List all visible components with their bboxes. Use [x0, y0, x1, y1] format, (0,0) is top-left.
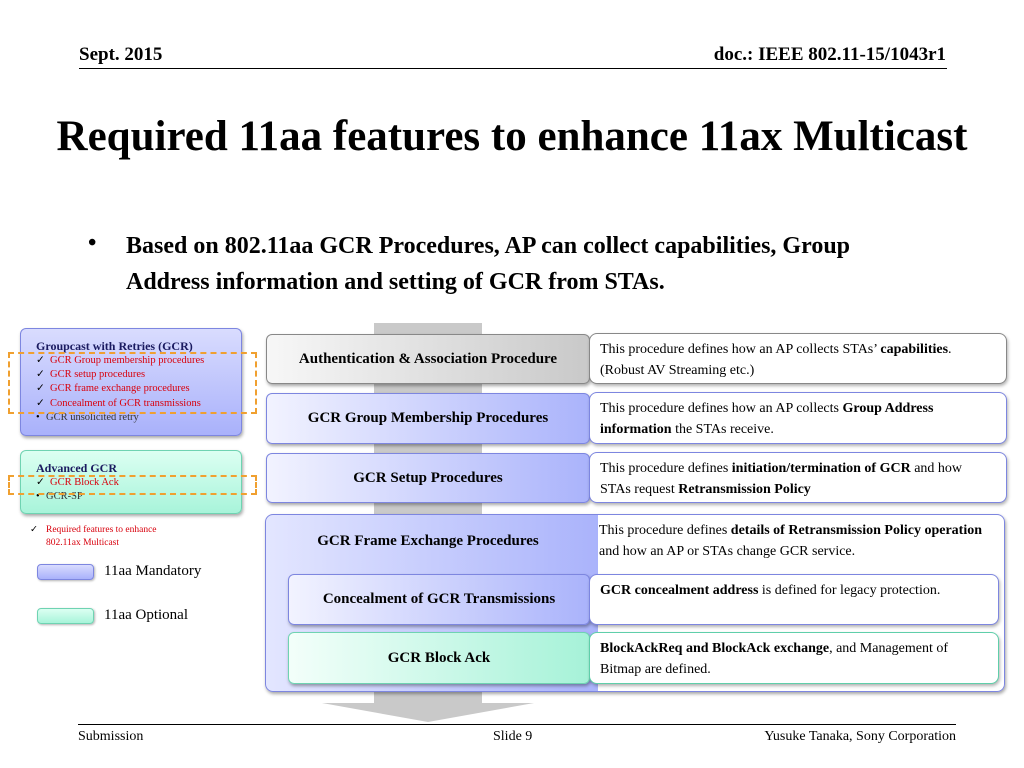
legend-mandatory-swatch [37, 564, 94, 580]
description-emphasis: Group Address information [600, 401, 934, 437]
description-emphasis: initiation/termination of GCR [731, 461, 911, 476]
description-text: This procedure defines how an AP collects STAs’ [600, 342, 881, 357]
description-text: the STAs receive. [671, 422, 774, 437]
procedure-authentication: Authentication & Association Procedure [266, 334, 590, 384]
description-text: . (Robust AV Streaming etc.) [600, 342, 952, 378]
check-icon: ✓ [36, 383, 45, 395]
procedure-description [589, 515, 1003, 566]
footer-rule [78, 724, 956, 725]
slide-title: Required 11aa features to enhance 11ax Multicast [56, 113, 968, 160]
gcr-box-title: Groupcast with Retries (GCR) [36, 339, 193, 353]
bullet-icon: • [36, 411, 40, 423]
footer-submission: Submission [78, 729, 144, 744]
advanced-box-title: Advanced GCR [36, 461, 118, 475]
procedure-frame-exchange: GCR Frame Exchange Procedures [317, 532, 539, 549]
procedure-concealment: Concealment of GCR Transmissions [288, 574, 590, 625]
description-emphasis: capabilities [880, 342, 949, 357]
required-highlight-dash [8, 475, 257, 495]
check-icon: ✓ [36, 477, 45, 488]
header-rule [79, 68, 947, 69]
gcr-item-label: Concealment of GCR transmissions [50, 397, 201, 409]
description-emphasis: GCR concealment address [600, 583, 759, 598]
advanced-item-label: GCR-SP [46, 491, 83, 503]
legend-optional-label: 11aa Optional [104, 607, 189, 623]
check-icon: ✓ [36, 369, 45, 381]
procedure-group-membership: GCR Group Membership Procedures [266, 393, 590, 444]
procedure-description [589, 574, 999, 625]
procedure-description [589, 452, 1007, 503]
description-emphasis: Retransmission Policy [678, 482, 811, 497]
check-icon: ✓ [36, 397, 45, 409]
bullet-text: Based on 802.11aa GCR Procedures, AP can collect capabilities, Group Address information and setting of GCR from STAs. [126, 233, 851, 295]
description-text: This procedure defines how an AP collects [600, 401, 843, 416]
legend-note [30, 524, 157, 550]
bullet-icon: • [36, 491, 40, 503]
procedure-block-ack: GCR Block Ack [288, 632, 590, 684]
description-emphasis: BlockAckReq and BlockAck exchange [600, 641, 830, 656]
bullet-marker: • [88, 230, 97, 256]
description-emphasis: details of Retransmission Policy operation [730, 523, 983, 538]
description-text: and how an AP or STAs change GCR service. [599, 544, 856, 559]
procedure-description [589, 392, 1007, 444]
legend-optional-swatch [37, 608, 94, 624]
gcr-item-label: GCR frame exchange procedures [50, 383, 190, 395]
header-date: Sept. 2015 [79, 44, 163, 65]
advanced-item-label: GCR Block Ack [50, 477, 119, 488]
flow-arrow-head [322, 703, 534, 722]
footer-slide-number: Slide 9 [493, 729, 533, 744]
description-text: is defined for legacy protection. [758, 583, 941, 598]
procedure-setup: GCR Setup Procedures [266, 453, 590, 503]
footer-author: Yusuke Tanaka, Sony Corporation [764, 729, 956, 744]
legend-note-line: 802.11ax Multicast [46, 538, 119, 548]
description-text: and how STAs request [600, 461, 963, 497]
gcr-item-label: GCR Group membership procedures [50, 355, 205, 366]
gcr-item-label: GCR unsolicited retry [46, 411, 139, 423]
required-highlight-dash [8, 352, 257, 414]
legend-note-line: Required features to enhance [46, 525, 157, 535]
description-text: This procedure defines [600, 461, 732, 476]
header-doc-id: doc.: IEEE 802.11-15/1043r1 [713, 44, 946, 65]
check-icon: ✓ [36, 355, 45, 366]
legend-mandatory-label: 11aa Mandatory [104, 563, 202, 579]
description-text: This procedure defines [599, 523, 731, 538]
description-text: , and Management of Bitmap are defined. [600, 641, 949, 677]
gcr-item-label: GCR setup procedures [50, 369, 146, 381]
procedure-description [589, 632, 999, 684]
procedure-description [589, 333, 1007, 384]
check-icon: ✓ [30, 525, 38, 535]
